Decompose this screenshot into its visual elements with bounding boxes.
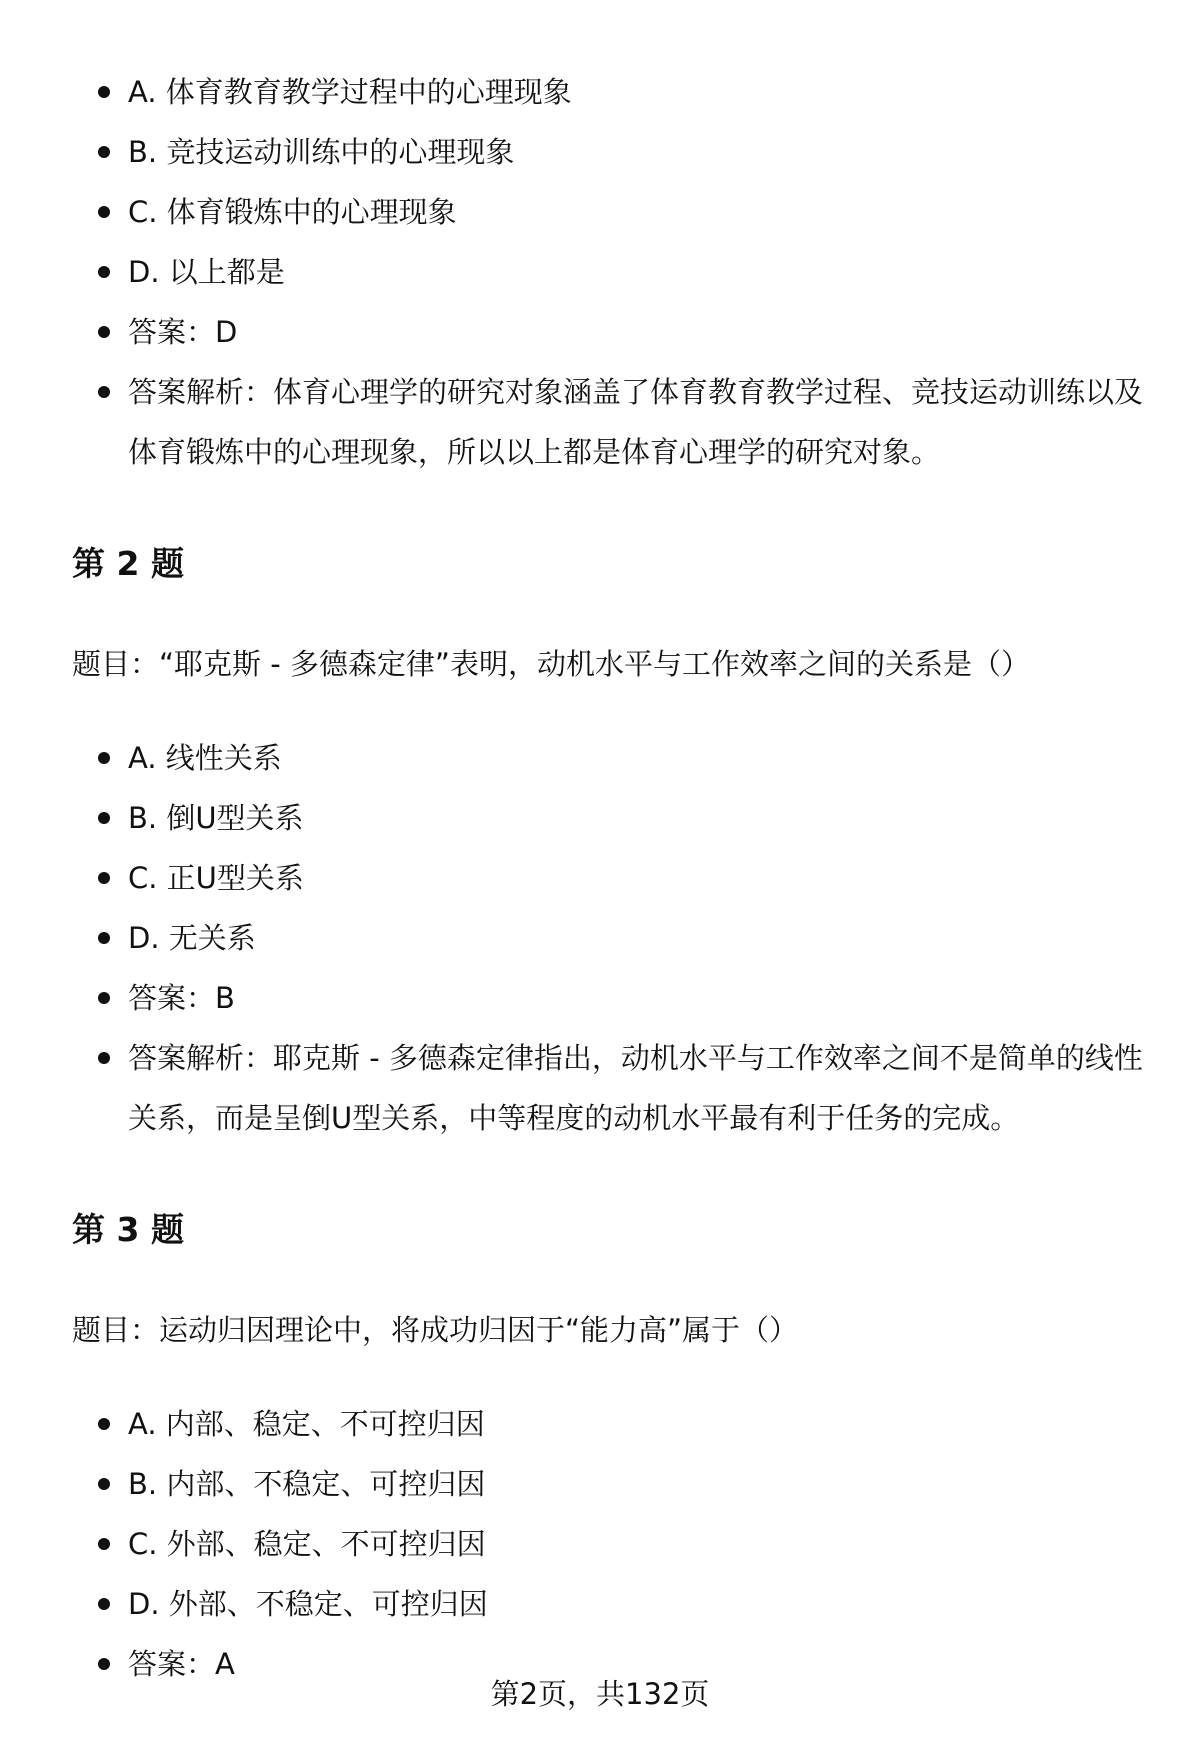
question-2-stem: 题目：“耶克斯 - 多德森定律”表明，动机水平与工作效率之间的关系是（）	[72, 647, 1030, 681]
question-2-heading: 第 2 题	[72, 544, 184, 583]
question-2-options	[72, 728, 1147, 1148]
question-1-answer: 答案：D	[72, 302, 1147, 362]
question-1-options	[72, 62, 1147, 482]
question-3-answer: 答案：A	[72, 1634, 1147, 1694]
question-1-explanation: 答案解析：体育心理学的研究对象涵盖了体育教育教学过程、竞技运动训练以及体育锻炼中的心理现象，所以以上都是体育心理学的研究对象。	[72, 362, 1147, 482]
page-number-footer: 第2页，共132页	[490, 1677, 710, 1711]
question-2-option-b: B. 倒U型关系	[72, 788, 1147, 848]
question-2-option-d: D. 无关系	[72, 908, 1147, 968]
question-2-option-a: A. 线性关系	[72, 728, 1147, 788]
question-3-option-b: B. 内部、不稳定、可控归因	[72, 1454, 1147, 1514]
question-1-option-b: B. 竞技运动训练中的心理现象	[72, 122, 1147, 182]
question-3-stem: 题目：运动归因理论中，将成功归因于“能力高”属于（）	[72, 1313, 799, 1347]
question-3-heading: 第 3 题	[72, 1210, 184, 1249]
question-1-option-d: D. 以上都是	[72, 242, 1147, 302]
question-2-option-c: C. 正U型关系	[72, 848, 1147, 908]
question-3-option-a: A. 内部、稳定、不可控归因	[72, 1394, 1147, 1454]
question-1-option-a: A. 体育教育教学过程中的心理现象	[72, 62, 1147, 122]
question-3-options	[72, 1394, 1147, 1694]
question-1-option-c: C. 体育锻炼中的心理现象	[72, 182, 1147, 242]
question-3-option-d: D. 外部、不稳定、可控归因	[72, 1574, 1147, 1634]
question-3-option-c: C. 外部、稳定、不可控归因	[72, 1514, 1147, 1574]
document-body	[72, 62, 1147, 1694]
question-2-explanation: 答案解析：耶克斯 - 多德森定律指出，动机水平与工作效率之间不是简单的线性关系，而是呈倒U型关系，中等程度的动机水平最有利于任务的完成。	[72, 1028, 1147, 1148]
question-2-answer: 答案：B	[72, 968, 1147, 1028]
